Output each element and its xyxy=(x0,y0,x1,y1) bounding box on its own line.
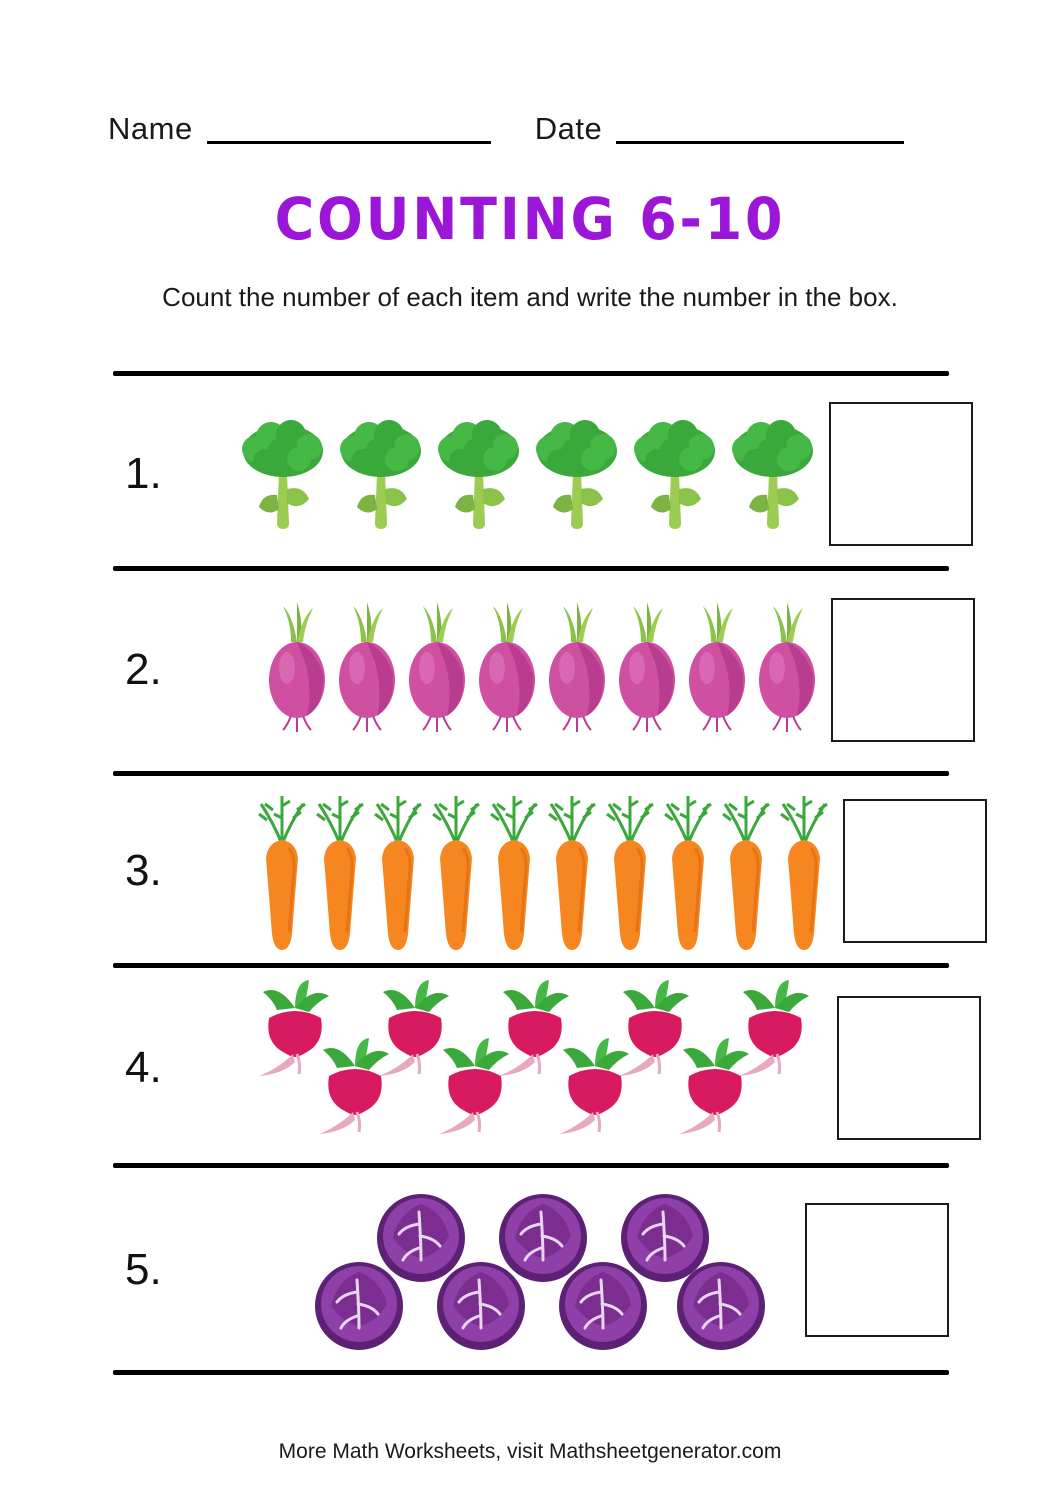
name-label: Name xyxy=(108,111,193,146)
name-date-header xyxy=(108,100,952,148)
onion-icon xyxy=(333,600,401,740)
carrot-icon xyxy=(311,788,369,954)
row-number-4: 4. xyxy=(125,1043,162,1092)
onion-icon xyxy=(473,600,541,740)
question-row-5 xyxy=(113,1180,949,1360)
rule-bottom xyxy=(113,1370,949,1375)
broccoli-icon xyxy=(727,415,819,533)
item-group-onion xyxy=(185,580,821,760)
carrot-icon xyxy=(427,788,485,954)
row-number-3: 3. xyxy=(125,846,162,895)
carrot-icon xyxy=(543,788,601,954)
onion-icon xyxy=(753,600,821,740)
cabbage-icon xyxy=(555,1258,651,1354)
broccoli-icon xyxy=(531,415,623,533)
rule-1 xyxy=(113,566,949,571)
cabbage-icon xyxy=(673,1258,769,1354)
rule-4 xyxy=(113,1163,949,1168)
broccoli-icon xyxy=(629,415,721,533)
broccoli-icon xyxy=(335,415,427,533)
question-row-4 xyxy=(113,978,949,1158)
answer-box-4[interactable] xyxy=(837,996,981,1140)
broccoli-icon xyxy=(433,415,525,533)
date-field[interactable] xyxy=(535,112,904,148)
onion-icon xyxy=(683,600,751,740)
onion-icon xyxy=(263,600,331,740)
broccoli-icon xyxy=(237,415,329,533)
answer-box-5[interactable] xyxy=(805,1203,949,1337)
page-title: COUNTING 6-10 xyxy=(274,185,786,253)
onion-icon xyxy=(613,600,681,740)
onion-icon xyxy=(403,600,471,740)
answer-box-3[interactable] xyxy=(843,799,987,943)
carrot-icon xyxy=(369,788,427,954)
cabbage-cluster xyxy=(295,1190,755,1350)
question-row-2 xyxy=(113,580,949,760)
question-row-1 xyxy=(113,386,949,561)
instructions: Count the number of each item and write the number in the box. xyxy=(162,282,898,312)
carrot-icon xyxy=(485,788,543,954)
cabbage-icon xyxy=(311,1258,407,1354)
cabbage-icon xyxy=(433,1258,529,1354)
footer-credit: More Math Worksheets, visit Mathsheetgenerator.com xyxy=(278,1440,782,1463)
item-group-cabbage xyxy=(185,1180,795,1360)
carrot-icon xyxy=(717,788,775,954)
date-input-line[interactable] xyxy=(616,141,904,144)
answer-box-2[interactable] xyxy=(831,598,975,742)
name-field[interactable] xyxy=(108,112,491,148)
carrot-icon xyxy=(659,788,717,954)
rule-3 xyxy=(113,963,949,968)
carrot-icon xyxy=(253,788,311,954)
row-number-1: 1. xyxy=(125,448,162,498)
answer-box-1[interactable] xyxy=(829,402,973,546)
row-number-5: 5. xyxy=(125,1245,162,1294)
row-number-2: 2. xyxy=(125,645,162,694)
name-input-line[interactable] xyxy=(207,141,491,144)
radish-cluster xyxy=(247,978,827,1158)
item-group-radish xyxy=(185,978,827,1158)
question-row-3 xyxy=(113,785,949,957)
onion-icon xyxy=(543,600,611,740)
carrot-icon xyxy=(601,788,659,954)
rule-top xyxy=(113,371,949,376)
rule-2 xyxy=(113,771,949,776)
date-label: Date xyxy=(534,111,603,146)
carrot-icon xyxy=(775,788,833,954)
radish-icon xyxy=(727,978,823,1082)
item-group-carrot xyxy=(185,785,833,957)
item-group-broccoli xyxy=(185,386,819,561)
